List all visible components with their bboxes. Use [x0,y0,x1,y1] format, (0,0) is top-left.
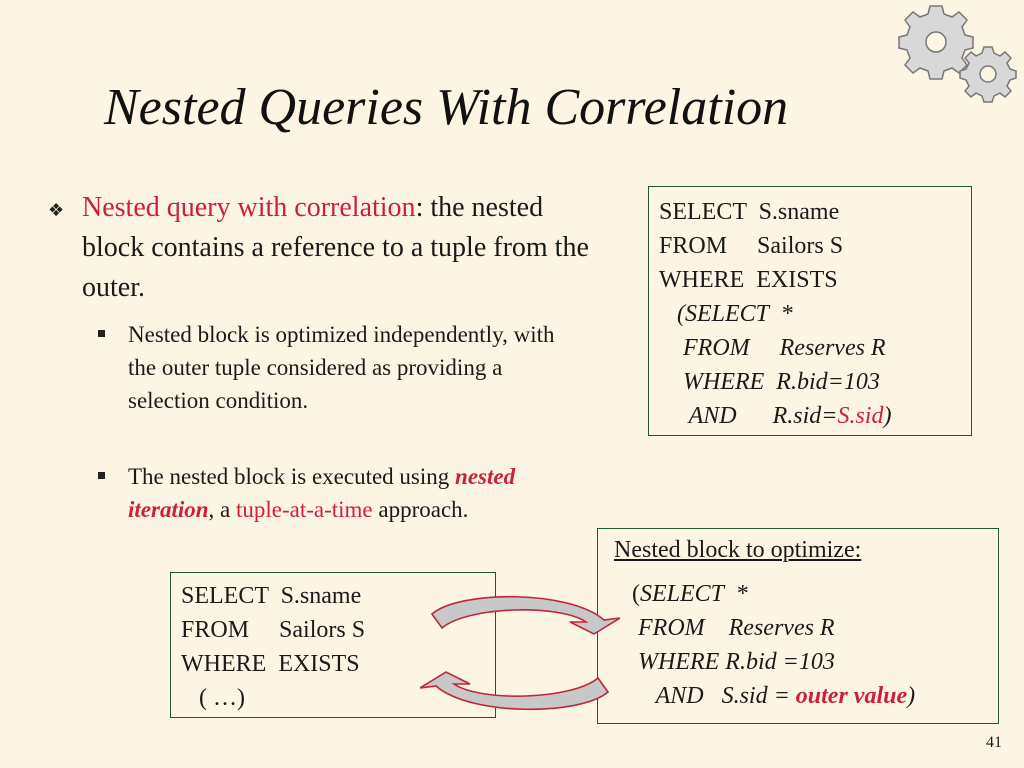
square-bullet-icon [98,472,105,479]
cycle-arrows-icon [420,588,620,720]
gears-icon [886,2,1024,108]
correlated-query-box: SELECT S.sname FROM Sailors S WHERE EXISTS (SELECT * FROM Reserves R WHERE R.bid=103 AND R.sid=S.sid) [648,186,972,436]
outer-value: outer value [795,683,908,709]
main-bullet [48,188,608,308]
sub-bullet-optimized: Nested block is optimized independently, with the outer tuple considered as providing a selection condition. [98,318,588,417]
tuple-at-a-time-term: tuple-at-a-time [235,497,373,522]
square-bullet-icon [98,330,105,337]
slide-number: 41 [986,734,1002,751]
bullet-definition: : the nested block contains a reference to a tuple from the outer. [82,192,589,303]
slide-title: Nested Queries With Correlation [104,79,789,136]
nested-iteration-term: nested iteration [128,464,516,522]
sub-bullet-iteration: The nested block is executed using nested iteration, a tuple-at-a-time approach. [98,460,588,526]
diamond-bullet-icon: ❖ [48,200,65,220]
outer-reference: S.sid [837,403,884,429]
outer-query-box: SELECT S.sname FROM Sailors S WHERE EXISTS ( …) [170,572,496,718]
bullet-term: Nested query with correlation [82,192,416,223]
optimize-heading: Nested block to optimize: [614,537,862,563]
optimize-box: Nested block to optimize: (SELECT * FROM Reserves R WHERE R.bid =103 AND S.sid = outer value) [597,528,999,724]
